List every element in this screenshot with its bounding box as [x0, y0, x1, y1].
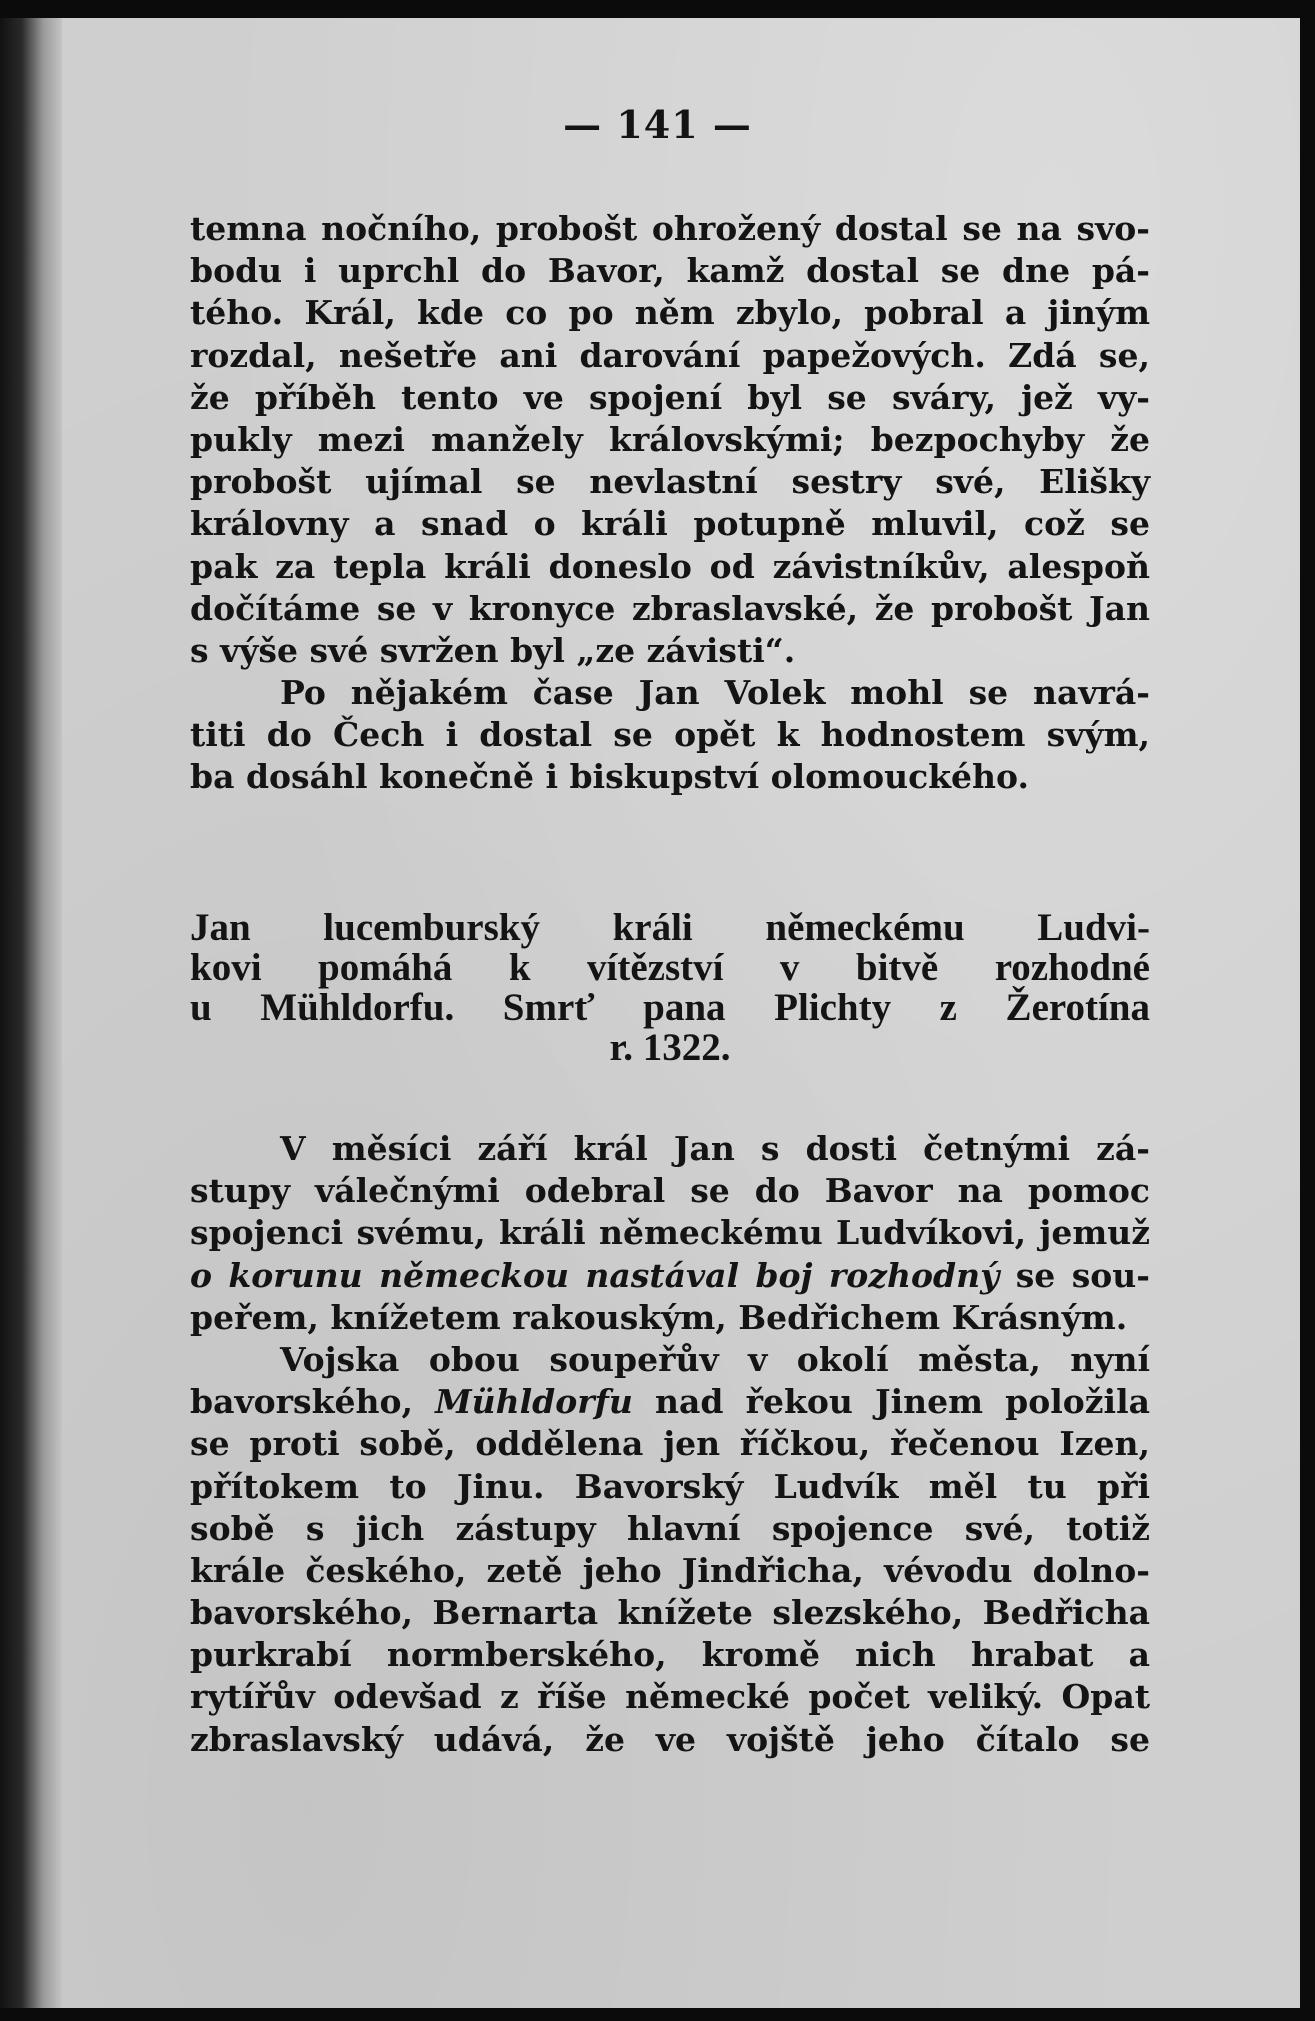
text-line: titi do Čech i dostal se opět k hodnostem svým, [190, 715, 1150, 755]
text-line: Po nějakém čase Jan Volek mohl se navrá- [280, 673, 1150, 713]
italic-phrase: Mühldorfu [435, 1382, 633, 1422]
text-line: sobě s jich zástupy hlavní spojence své, totiž [190, 1508, 1150, 1548]
top-paragraphs [190, 208, 1150, 799]
text-line: zbraslavský udává, že ve vojště jeho čítalo se [190, 1719, 1150, 1759]
book-binding-edge [0, 18, 62, 2008]
heading-line: r. 1322. [609, 1026, 731, 1069]
text-line: královny a snad o králi potupně mluvil, což se [190, 504, 1150, 544]
text-line: spojenci svému, králi německému Ludvíkovi, jemuž [190, 1213, 1150, 1253]
text-line: ba dosáhl konečně i biskupství olomouckého. [190, 757, 1029, 797]
text-line: Vojska obou soupeřův v okolí města, nyní [280, 1339, 1150, 1379]
text-fragment: bavorského, [190, 1382, 436, 1422]
bottom-paragraphs [190, 1128, 1150, 1761]
text-line [190, 1381, 1150, 1423]
page-number: — 141 — [563, 102, 752, 147]
text-line: bodu i uprchl do Bavor, kamž dostal se dne pá- [190, 251, 1150, 291]
text-line: dočítáme se v kronyce zbraslavské, že probošt Jan [190, 588, 1150, 628]
text-line: pukly mezi manžely královskými; bezpochyby že [190, 419, 1150, 459]
text-line: probošt ujímal se nevlastní sestry své, Elišky [190, 462, 1150, 502]
text-line: temna nočního, probošt ohrožený dostal se na svo- [190, 209, 1150, 248]
text-fragment: se sou- [999, 1255, 1150, 1295]
text-line: rytířův odevšad z říše německé počet veliký. Opat [190, 1677, 1150, 1717]
text-line: stupy válečnými odebral se do Bavor na pomoc [190, 1171, 1150, 1211]
heading-line: Jan lucemburský králi německému Ludvi- [190, 906, 1150, 949]
text-line: přítokem to Jinu. Bavorský Ludvík měl tu při [190, 1466, 1150, 1506]
text-line: bavorského, Bernarta knížete slezského, Bedřicha [190, 1593, 1150, 1633]
text-line: pak za tepla králi doneslo od závistníkův, alespoň [190, 546, 1150, 586]
italic-phrase: o korunu německou nastával boj rozhodný [190, 1255, 1000, 1295]
text-line [190, 1255, 1150, 1297]
section-heading [190, 908, 1150, 1068]
text-line: peřem, knížetem rakouským, Bedřichem Krásným. [190, 1297, 1128, 1337]
text-line: krále českého, zetě jeho Jindřicha, vévodu dolno- [190, 1550, 1150, 1590]
text-line: purkrabí normberského, kromě nich hrabat a [190, 1635, 1150, 1675]
heading-line: kovi pomáhá k vítězství v bitvě rozhodné [190, 946, 1150, 989]
text-fragment: nad řekou Jinem položila [632, 1382, 1150, 1422]
text-line: že příběh tento ve spojení byl se sváry, jež vy- [190, 377, 1150, 417]
text-line: s výše své svržen byl „ze závisti“. [190, 630, 796, 670]
text-line: V měsíci září král Jan s dosti četnými zá- [280, 1129, 1150, 1168]
text-line: rozdal, nešetře ani darování papežových. Zdá se, [190, 335, 1150, 375]
heading-line: u Mühldorfu. Smrť pana Plichty z Žerotína [190, 986, 1150, 1029]
text-line: se proti sobě, oddělena jen říčkou, řečenou Izen, [190, 1424, 1150, 1464]
text-line: tého. Král, kde co po něm zbylo, pobral a jiným [190, 293, 1150, 333]
